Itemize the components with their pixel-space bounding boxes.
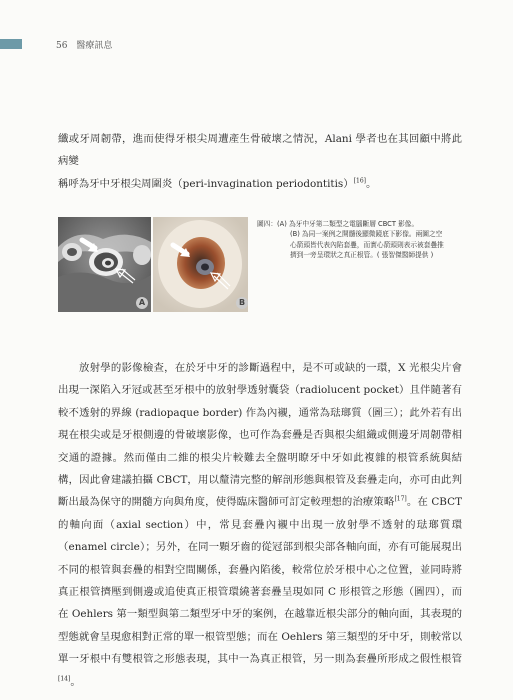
citation-17: [17] [394, 495, 407, 503]
figure-caption [257, 219, 467, 261]
figure-microscope-image [153, 217, 248, 312]
page-number: 56 [56, 41, 68, 51]
paragraph-2-part-1: 放射學的影像檢查，在於牙中牙的診斷過程中，是不可或缺的一環，X 光根尖片會出現一深陷入牙冠或甚至牙根中的放射學透射囊袋（radiolucent pocket）且伴隨著有較不透射的界線 (radiopaque border) 作為內襯，通常為琺瑯質（圖三）；此外若有出現在根尖或是牙根側邊的骨破壞影像，也可作為套疊是否與根尖組織或側邊牙周韌帶相交通的證據。然而僅由二維的根尖片較難去全盤明瞭牙中牙如此複雜的根管系統與結構，因此會建議拍攝 CBCT，用以釐清完整的解剖形態與根管及套疊走向，亦可由此判斷出最為保守的開髓方向與角度，使得臨床醫師可訂定較理想的治療策略 [58, 362, 462, 509]
paragraph-1-line-2: 稱呼為牙中牙根尖周圍炎（peri-invagination periodontitis） [58, 177, 354, 190]
page-header [56, 38, 112, 51]
section-title: 醫療訊息 [76, 41, 113, 51]
citation-16: [16] [353, 177, 366, 185]
paragraph-2-part-3: 。 [70, 675, 81, 688]
figure-label-b: B [236, 297, 248, 309]
paragraph-1 [58, 128, 462, 195]
citation-14: [14] [58, 675, 71, 683]
caption-line-3: 心箭頭皆代表內陷套疊，而實心箭頭則表示被套疊推 [290, 240, 444, 249]
paragraph-2-part-2: 。在 CBCT 的軸向面（axial section）中，常見套疊內襯中出現一放射學不透射的琺瑯質環（enamel circle）；另外，在同一顆牙齒的從冠部到根尖部各軸向面，亦有可能展現出不同的根管與套疊的相對空間關係，套疊內陷後，較常位於牙根中心之位置，並同時將真正根管擠壓到側邊或追使真正根管環繞著套疊呈現如同 C 形根管之形態（圖四），而在 Oehlers 第一類型與第二類型牙中牙的案例，在越靠近根尖部分的軸向面，其表現的型態就會呈現愈相對正常的單一根管型態；而在 Oehlers 第三類型的牙中牙，則較常以單一牙根中有雙根管之形態表現，其中一為真正根管，另一則為套疊所形成之假性根管 [58, 496, 463, 666]
caption-line-2: (B) 為同一案例之開髓後顯微鏡底下影像。兩圖之空 [290, 230, 443, 239]
header-tab-bar [0, 39, 22, 49]
caption-line-4: 擠到一旁呈環狀之真正根管。( 張智傑醫師提供 ) [290, 251, 434, 260]
figure-label-a: A [136, 297, 148, 309]
paragraph-1-end: 。 [365, 177, 377, 190]
paragraph-2 [58, 357, 462, 693]
caption-line-1: 圖四：(A) 為牙中牙第二類型之電腦斷層 CBCT 影像。 [257, 220, 419, 228]
paragraph-1-line-1: 纖或牙周韌帶，進而使得牙根尖周遭產生骨破壞之情況，Alani 學者也在其回顧中將此病變 [58, 133, 462, 168]
